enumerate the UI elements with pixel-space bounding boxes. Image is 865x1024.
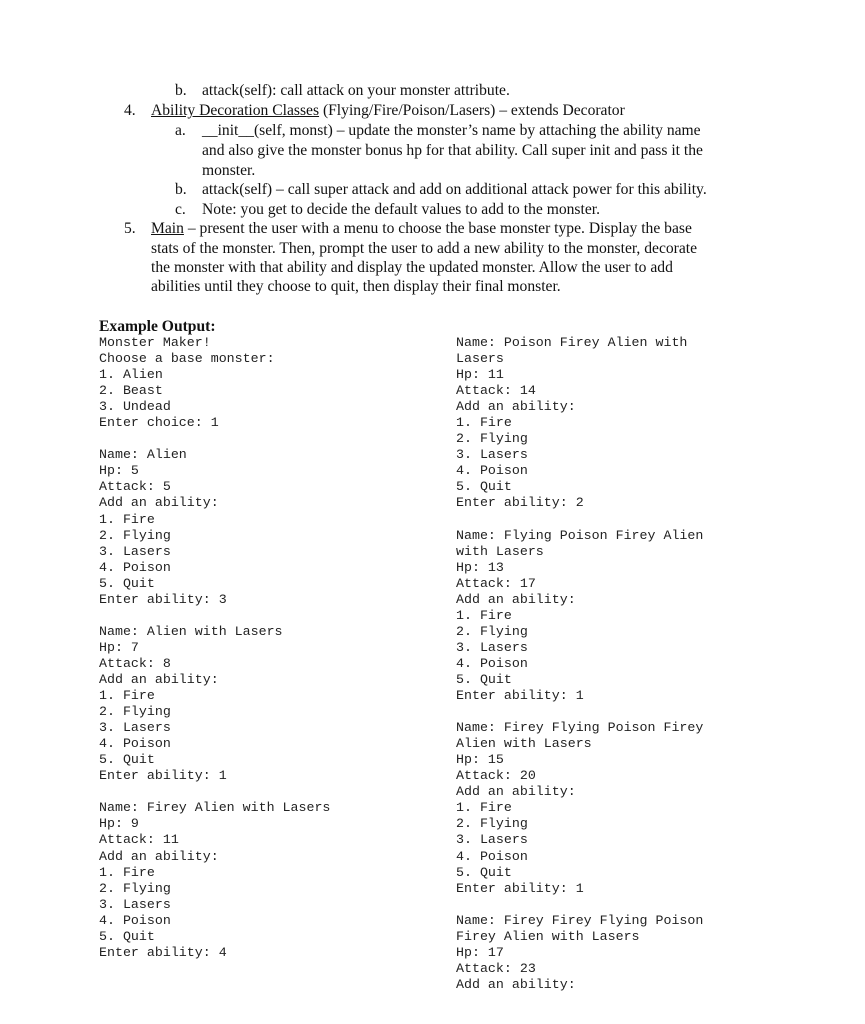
console-line: Add an ability: (456, 976, 576, 992)
item-4b-marker: b. (175, 181, 187, 198)
console-line: 3. Lasers (456, 832, 528, 848)
item-b-marker: b. (175, 82, 187, 99)
console-line: 1. Fire (456, 800, 512, 816)
console-line: 2. Flying (99, 704, 171, 720)
console-line: 3. Lasers (99, 896, 171, 912)
console-blank-line (99, 784, 330, 800)
console-blank-line (456, 704, 703, 720)
console-line: 4. Poison (456, 655, 528, 671)
console-line: 3. Lasers (456, 447, 528, 463)
console-line: Hp: 5 (99, 463, 139, 479)
console-line: Firey Alien with Lasers (456, 928, 640, 944)
console-line: 1. Fire (456, 415, 512, 431)
console-line: Attack: 17 (456, 575, 536, 591)
console-line: Attack: 11 (99, 832, 179, 848)
item-5-line-1 (151, 219, 692, 238)
console-line: Add an ability: (456, 591, 576, 607)
console-line: 5. Quit (456, 479, 512, 495)
console-line: Attack: 8 (99, 655, 171, 671)
example-output-heading: Example Output: (99, 318, 216, 335)
console-line: Monster Maker! (99, 335, 211, 350)
item-4b-text: attack(self) – call super attack and add on additional attack power for this ability. (202, 181, 707, 198)
console-line: Attack: 14 (456, 383, 536, 399)
console-line: 4. Poison (456, 848, 528, 864)
console-line: Enter ability: 2 (456, 495, 584, 511)
console-line: Name: Firey Flying Poison Firey (456, 720, 704, 736)
console-line: 2. Flying (99, 880, 171, 896)
console-line: Enter ability: 4 (99, 944, 227, 960)
console-output-right (456, 335, 703, 993)
console-line: Enter ability: 1 (456, 688, 584, 704)
item-b-text: attack(self): call attack on your monster attribute. (202, 82, 510, 99)
console-line: 5. Quit (99, 575, 155, 591)
console-line: Attack: 23 (456, 960, 536, 976)
console-line: 3. Lasers (456, 639, 528, 655)
item-4-number: 4. (124, 102, 136, 119)
item-5-number: 5. (124, 220, 136, 237)
console-line: 1. Fire (99, 511, 155, 527)
item-4a-line-3: monster. (202, 162, 256, 179)
console-line: 3. Undead (99, 399, 171, 415)
console-line: Hp: 17 (456, 944, 504, 960)
item-4c-text: Note: you get to decide the default values to add to the monster. (202, 201, 600, 218)
item-5-line-3: the monster with that ability and display the updated monster. Allow the user to add (151, 259, 673, 276)
console-line: 3. Lasers (99, 720, 171, 736)
console-line: Enter ability: 1 (456, 880, 584, 896)
item-4-line (151, 101, 625, 120)
console-line: Hp: 11 (456, 367, 504, 383)
item-5-line-4: abilities until they choose to quit, then display their final monster. (151, 278, 561, 295)
console-line: 1. Alien (99, 367, 163, 383)
item-4-title: Ability Decoration Classes (151, 102, 320, 119)
console-line: 4. Poison (99, 912, 171, 928)
console-line: Attack: 5 (99, 479, 171, 495)
console-line: Name: Alien with Lasers (99, 623, 283, 639)
console-line: with Lasers (456, 543, 544, 559)
console-blank-line (456, 512, 703, 528)
console-line: Name: Alien (99, 447, 187, 463)
console-line: Attack: 20 (456, 768, 536, 784)
console-blank-line (99, 608, 330, 624)
console-line: Add an ability: (456, 399, 576, 415)
item-5-line-1-text: – present the user with a menu to choose the base monster type. Display the base (183, 220, 692, 237)
console-line: Add an ability: (99, 495, 219, 511)
console-line: 5. Quit (99, 928, 155, 944)
console-line: 2. Flying (456, 431, 528, 447)
console-blank-line (456, 897, 703, 913)
console-line: Hp: 15 (456, 752, 504, 768)
console-line: 1. Fire (99, 864, 155, 880)
console-line: Name: Firey Alien with Lasers (99, 800, 331, 816)
console-line: Lasers (456, 351, 504, 367)
console-line: 3. Lasers (99, 543, 171, 559)
console-line: 1. Fire (99, 688, 155, 704)
item-4a-line-1: __init__(self, monst) – update the monster’s name by attaching the ability name (202, 122, 701, 139)
console-output-left (99, 335, 330, 961)
console-line: 4. Poison (99, 559, 171, 575)
console-line: Hp: 9 (99, 816, 139, 832)
console-line: Add an ability: (456, 784, 576, 800)
console-line: 4. Poison (99, 736, 171, 752)
console-line: Choose a base monster: (99, 351, 275, 367)
console-line: 2. Beast (99, 383, 163, 399)
console-line: Enter ability: 1 (99, 768, 227, 784)
item-5-title: Main (151, 220, 184, 237)
console-line: 4. Poison (456, 463, 528, 479)
console-line: Hp: 7 (99, 639, 139, 655)
console-line: 5. Quit (456, 864, 512, 880)
console-line: Name: Poison Firey Alien with (456, 335, 688, 350)
console-line: Name: Firey Firey Flying Poison (456, 912, 704, 928)
console-line: 5. Quit (456, 671, 512, 687)
console-line: 2. Flying (456, 816, 528, 832)
console-line: Enter ability: 3 (99, 591, 227, 607)
console-blank-line (99, 431, 330, 447)
item-4-rest: (Flying/Fire/Poison/Lasers) – extends Decorator (319, 102, 625, 119)
console-line: 1. Fire (456, 607, 512, 623)
console-line: 2. Flying (456, 623, 528, 639)
console-line: Hp: 13 (456, 559, 504, 575)
console-line: Name: Flying Poison Firey Alien (456, 527, 704, 543)
console-line: Enter choice: 1 (99, 415, 219, 431)
item-5-line-2: stats of the monster. Then, prompt the user to add a new ability to the monster, decorate (151, 240, 698, 257)
console-line: Alien with Lasers (456, 736, 592, 752)
console-line: Add an ability: (99, 671, 219, 687)
item-4a-marker: a. (175, 122, 186, 139)
item-4c-marker: c. (175, 201, 186, 218)
console-line: Add an ability: (99, 848, 219, 864)
item-4a-line-2: and also give the monster bonus hp for that ability. Call super init and pass it the (202, 142, 703, 159)
console-line: 2. Flying (99, 527, 171, 543)
console-line: 5. Quit (99, 752, 155, 768)
